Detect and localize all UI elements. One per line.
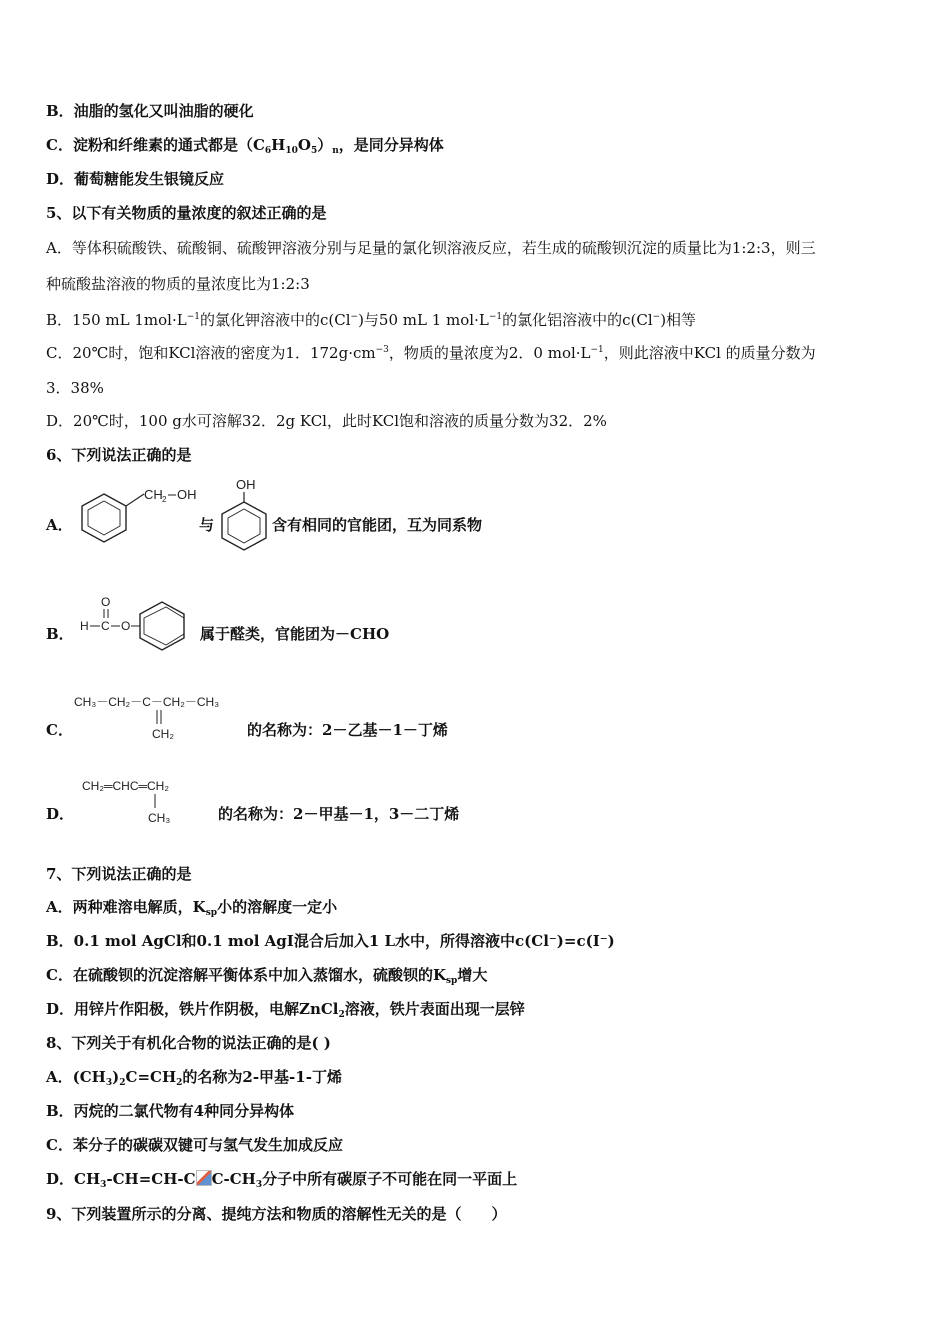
subscript: n — [332, 146, 339, 156]
q5-option-c-line1 — [46, 340, 816, 363]
q5-option-a-line1: A．等体积硫酸铁、硫酸铜、硫酸钾溶液分别与足量的氯化钡溶液反应，若生成的硫酸钡沉淀的质量比为1:2:3，则三 — [46, 239, 816, 257]
q6-option-d-label: D． — [46, 805, 75, 823]
text: 分子中所有碳原子不可能在同一平面上 — [262, 1170, 518, 1188]
subscript: sp — [205, 908, 218, 918]
text: O — [101, 595, 111, 609]
text: OH — [236, 477, 256, 492]
q8-option-c: C．苯分子的碳碳双键可与氢气发生加成反应 — [46, 1136, 343, 1154]
text: ，是同分异构体 — [338, 136, 444, 154]
text: C．20℃时，饱和KCl溶液的密度为1．172g·cm — [46, 344, 376, 362]
q5-option-a-line2: 种硫酸盐溶液的物质的量浓度比为1:2:3 — [46, 275, 310, 293]
q7-option-c — [46, 965, 487, 991]
text: O — [121, 619, 131, 633]
q5-stem: 5、以下有关物质的量浓度的叙述正确的是 — [46, 204, 327, 222]
subscript: 5 — [310, 146, 318, 156]
subscript: 2 — [119, 1078, 126, 1088]
ethyl-butene-structure — [72, 690, 252, 746]
q6-stem: 6、下列说法正确的是 — [46, 446, 192, 464]
superscript: −1 — [186, 312, 200, 322]
superscript: − — [652, 312, 661, 322]
q8-option-a — [46, 1067, 342, 1093]
q5-option-b — [46, 307, 696, 330]
q6-option-c-text: 的名称为：2－乙基－1－丁烯 — [247, 721, 448, 739]
subscript: 3 — [100, 1180, 107, 1190]
q6-option-a-label: A． — [46, 516, 73, 534]
text: CH₂ — [152, 727, 174, 741]
text: 增大 — [457, 966, 488, 984]
text: OH — [177, 487, 197, 502]
subscript: 6 — [264, 146, 272, 156]
text: A．(CH — [46, 1068, 106, 1086]
q5-option-d: D．20℃时，100 g水可溶解32．2g KCl，此时KCl饱和溶液的质量分数为32．2% — [46, 412, 607, 430]
text: H — [271, 136, 286, 154]
subscript: 2 — [176, 1078, 183, 1088]
q7-stem: 7、下列说法正确的是 — [46, 865, 192, 883]
text: )相等 — [660, 311, 697, 329]
text: ，物质的量浓度为2．0 mol·L — [388, 344, 591, 362]
q6-option-a-with: 与 — [199, 516, 215, 534]
phenol-structure — [218, 476, 270, 552]
text: C．在硫酸钡的沉淀溶解平衡体系中加入蒸馏水，硫酸钡的K — [46, 966, 446, 984]
text: C．淀粉和纤维素的通式都是（C — [46, 136, 265, 154]
q6-option-c-label: C． — [46, 721, 73, 739]
text: 的氯化钾溶液中的c(Cl — [199, 311, 351, 329]
benzyl-alcohol-structure — [78, 482, 198, 552]
q6-option-b-label: B． — [46, 625, 74, 643]
superscript: −3 — [375, 345, 389, 355]
text: D．用锌片作阳极，铁片作阴极，电解ZnCl — [46, 1000, 339, 1018]
q8-option-b: B．丙烷的二氯代物有4种同分异构体 — [46, 1102, 295, 1120]
text: 的氯化铝溶液中的c(Cl — [502, 311, 653, 329]
text: CH₃ — [148, 811, 171, 825]
text: D．CH — [46, 1170, 101, 1188]
subscript: sp — [445, 976, 458, 986]
text: ，则此溶液中KCl 的质量分数为 — [603, 344, 816, 362]
text: B．150 mL 1mol·L — [46, 311, 187, 329]
subscript: 10 — [285, 146, 298, 156]
q9-stem: 9、下列装置所示的分离、提纯方法和物质的溶解性无关的是（ ） — [46, 1205, 507, 1223]
subscript: 2 — [338, 1010, 345, 1020]
q8-stem: 8、下列关于有机化合物的说法正确的是( ) — [46, 1034, 331, 1052]
q5-option-c-line2: 3．38% — [46, 379, 104, 397]
text: CH — [144, 487, 163, 502]
q7-option-d — [46, 999, 525, 1025]
q4-option-b: B．油脂的氢化又叫油脂的硬化 — [46, 102, 254, 120]
phenyl-formate-structure — [78, 590, 198, 650]
superscript: −1 — [590, 345, 604, 355]
q7-option-b: B．0.1 mol AgCl和0.1 mol AgI混合后加入1 L水中，所得溶液中c(Cl⁻)=c(I⁻) — [46, 932, 615, 950]
subscript: 3 — [105, 1078, 113, 1088]
q6-option-b-text: 属于醛类，官能团为－CHO — [200, 625, 390, 643]
broken-image-icon — [196, 1170, 212, 1186]
text: 溶液，铁片表面出现一层锌 — [344, 1000, 525, 1018]
superscript: − — [350, 312, 359, 322]
superscript: −1 — [488, 312, 503, 322]
text: C-CH — [211, 1170, 256, 1188]
text: )与50 mL 1 mol·L — [358, 311, 489, 329]
q6-option-d-text: 的名称为：2－甲基－1，3－二丁烯 — [218, 805, 460, 823]
text: 的名称为2-甲基-1-丁烯 — [182, 1068, 342, 1086]
q6-option-a-text: 含有相同的官能团，互为同系物 — [272, 516, 483, 534]
q4-option-d: D．葡萄糖能发生银镜反应 — [46, 170, 225, 188]
text: A．两种难溶电解质，K — [46, 898, 206, 916]
methyl-butadiene-structure — [80, 774, 220, 830]
subscript: 3 — [255, 1180, 263, 1190]
text: O — [297, 136, 311, 154]
text: CH₃－CH₂－C－CH₂－CH₃ — [74, 695, 220, 709]
text: H — [80, 619, 89, 633]
text: ) — [112, 1068, 120, 1086]
text: ） — [317, 136, 333, 154]
text: C — [101, 619, 110, 633]
text: 小的溶解度一定小 — [217, 898, 338, 916]
text: C=CH — [125, 1068, 177, 1086]
q7-option-a — [46, 897, 337, 923]
q4-option-c — [46, 135, 444, 161]
text: -CH=CH-C — [106, 1170, 196, 1188]
q8-option-d — [46, 1169, 517, 1195]
subscript: 2 — [162, 495, 167, 504]
text: CH₂═CHC═CH₂ — [82, 779, 169, 793]
